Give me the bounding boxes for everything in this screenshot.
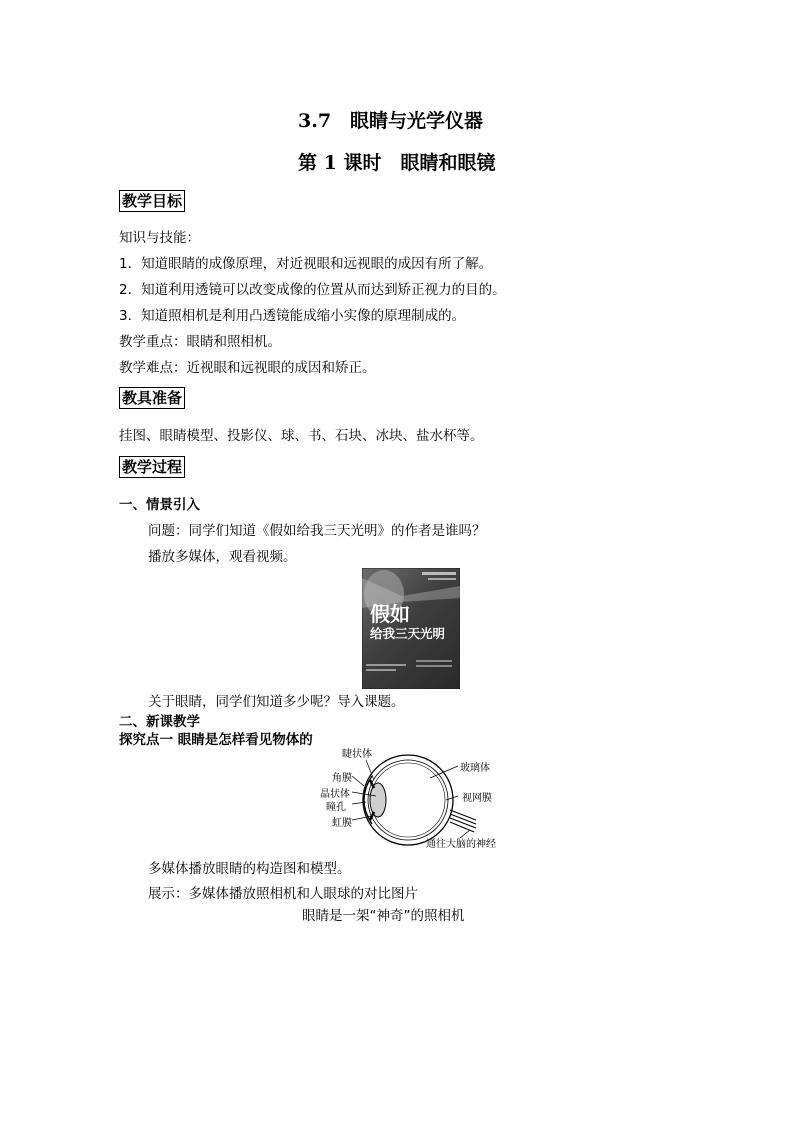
label-pupil: 瞳孔 [326, 802, 346, 813]
goals-line-2: 1．知道眼睛的成像原理，对近视眼和远视眼的成因有所了解。 [119, 256, 493, 272]
part1-title: 一、情景引入 [119, 497, 200, 513]
show-compare-text: 展示：多媒体播放照相机和人眼球的对比图片 [148, 886, 418, 902]
goals-line-4: 3．知道照相机是利用凸透镜能成缩小实像的原理制成的。 [119, 308, 466, 324]
book-title-line-2: 给我三天光明 [370, 626, 446, 641]
section-heading-goals: 教学目标 [119, 190, 185, 212]
label-ciliary: 睫状体 [342, 749, 372, 760]
goals-key-point: 教学重点：眼睛和照相机。 [119, 334, 281, 350]
page-title: 3.7 眼睛与光学仪器 [298, 110, 484, 132]
part2-title: 二、新课教学 [119, 714, 200, 730]
book-title-line-1: 假如 [370, 602, 410, 626]
goals-difficulty: 教学难点：近视眼和远视眼的成因和矫正。 [119, 360, 376, 376]
label-vitreous: 玻璃体 [460, 763, 490, 774]
book-cover-image [362, 568, 460, 689]
goals-line-1: 知识与技能： [119, 230, 200, 246]
camera-caption: 眼睛是一架“神奇”的照相机 [302, 908, 465, 924]
section-heading-tools: 教具准备 [119, 387, 185, 409]
tools-list: 挂图、眼睛模型、投影仪、球、书、石块、冰块、盐水杯等。 [119, 428, 484, 444]
section-heading-process: 教学过程 [119, 456, 185, 478]
after-book-text: 关于眼睛，同学们知道多少呢？导入课题。 [148, 694, 405, 710]
label-lens: 晶状体 [320, 789, 350, 800]
intro-question: 问题：同学们知道《假如给我三天光明》的作者是谁吗？ [148, 523, 486, 539]
label-cornea: 角膜 [332, 773, 352, 784]
explore-point-1: 探究点一 眼睛是怎样看见物体的 [119, 732, 313, 748]
label-optic-nerve: 通往大脑的神经 [426, 839, 496, 850]
label-iris: 虹膜 [332, 818, 352, 829]
goals-line-3: 2．知道利用透镜可以改变成像的位置从而达到矫正视力的目的。 [119, 282, 506, 298]
lesson-subtitle: 第 1 课时 眼睛和眼镜 [298, 152, 496, 174]
media-structure-text: 多媒体播放眼睛的构造图和模型。 [148, 861, 351, 877]
play-video-text: 播放多媒体，观看视频。 [148, 549, 297, 565]
label-retina: 视网膜 [462, 793, 492, 804]
